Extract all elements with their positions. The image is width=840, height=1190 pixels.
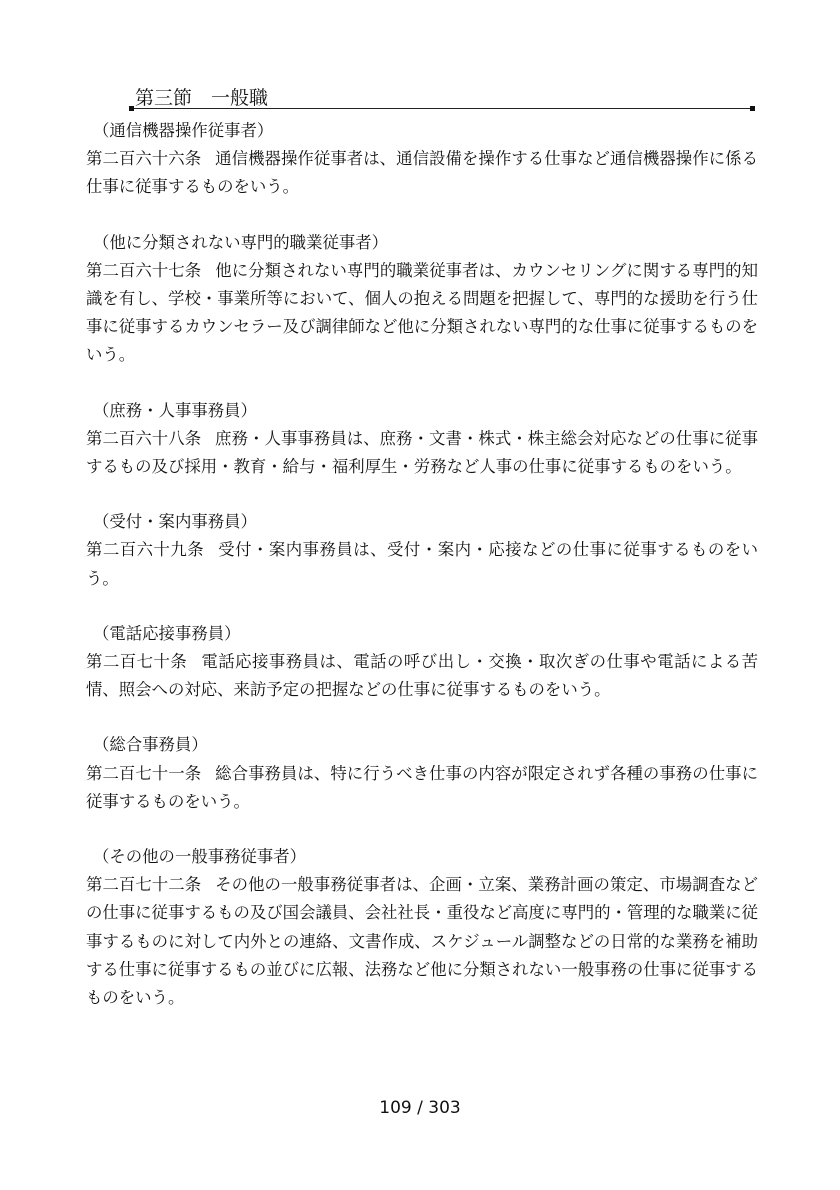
article-caption: （他に分類されない専門的職業従事者） <box>93 232 389 252</box>
underline-left-marker <box>129 106 134 111</box>
article-caption: （受付・案内事務員） <box>93 512 257 532</box>
article-body <box>86 145 758 201</box>
article-number: 第二百六十七条 <box>86 260 202 280</box>
article-266 <box>86 117 758 202</box>
article-body <box>86 648 758 704</box>
article-number: 第二百六十九条 <box>86 540 205 560</box>
article-body <box>86 425 758 481</box>
article-272 <box>86 843 758 1012</box>
article-text: 総合事務員は、特に行うべき仕事の内容が限定されず各種の事務の仕事に従事するものをいう。 <box>86 763 759 811</box>
article-caption: （庶務・人事事務員） <box>93 400 257 420</box>
article-number: 第二百七十条 <box>86 652 188 672</box>
article-body <box>86 760 758 816</box>
article-body <box>86 536 758 592</box>
article-270 <box>86 620 758 705</box>
document-body <box>86 117 758 1012</box>
title-underline <box>131 108 754 109</box>
article-text: 電話応接事務員は、電話の呼び出し・交換・取次ぎの仕事や電話による苦情、照会への対応、来訪予定の把握などの仕事に従事するものをいう。 <box>86 652 759 700</box>
article-body <box>86 257 758 370</box>
article-number: 第二百七十一条 <box>86 763 202 783</box>
article-text: 庶務・人事事務員は、庶務・文書・株式・株主総会対応などの仕事に従事するもの及び採用・教育・給与・福利厚生・労務など人事の仕事に従事するものをいう。 <box>86 428 759 477</box>
article-caption: （電話応接事務員） <box>93 623 241 643</box>
article-number: 第二百六十六条 <box>86 149 202 169</box>
article-number: 第二百七十二条 <box>86 875 202 895</box>
article-text: 受付・案内事務員は、受付・案内・応接などの仕事に従事するものをいう。 <box>86 540 759 588</box>
article-text: その他の一般事務従事者は、企画・立案、業務計画の策定、市場調査などの仕事に従事するもの及び国会議員、会社社長・重役など高度に専門的・管理的な職業に従事するものに対して内外との連絡、文書作成、スケジュール調整などの日常的な業務を補助する仕事に従事するもの並びに広報、法務など他に分類されない一般事務の仕事に従事するものをいう。 <box>86 875 759 1008</box>
article-caption: （総合事務員） <box>93 735 208 755</box>
article-text: 他に分類されない専門的職業従事者は、カウンセリングに関する専門的知識を有し、学校・事業所等において、個人の抱える問題を把握して、専門的な援助を行う仕事に従事するカウンセラー及び調律師など他に分類されない専門的な仕事に従事するものをいう。 <box>86 260 759 365</box>
underline-right-marker <box>750 106 755 111</box>
article-268 <box>86 397 758 482</box>
section-title: 第三節 一般職 <box>135 87 269 109</box>
article-271 <box>86 731 758 816</box>
article-number: 第二百六十八条 <box>86 428 202 448</box>
article-caption: （通信機器操作従事者） <box>93 121 274 140</box>
article-body <box>86 871 758 1012</box>
article-caption: （その他の一般事務従事者） <box>93 847 307 867</box>
article-269 <box>86 508 758 593</box>
article-text: 通信機器操作従事者は、通信設備を操作する仕事など通信機器操作に係る仕事に従事するものをいう。 <box>86 149 759 197</box>
article-267 <box>86 229 758 370</box>
page-number: 109 / 303 <box>379 1098 461 1118</box>
